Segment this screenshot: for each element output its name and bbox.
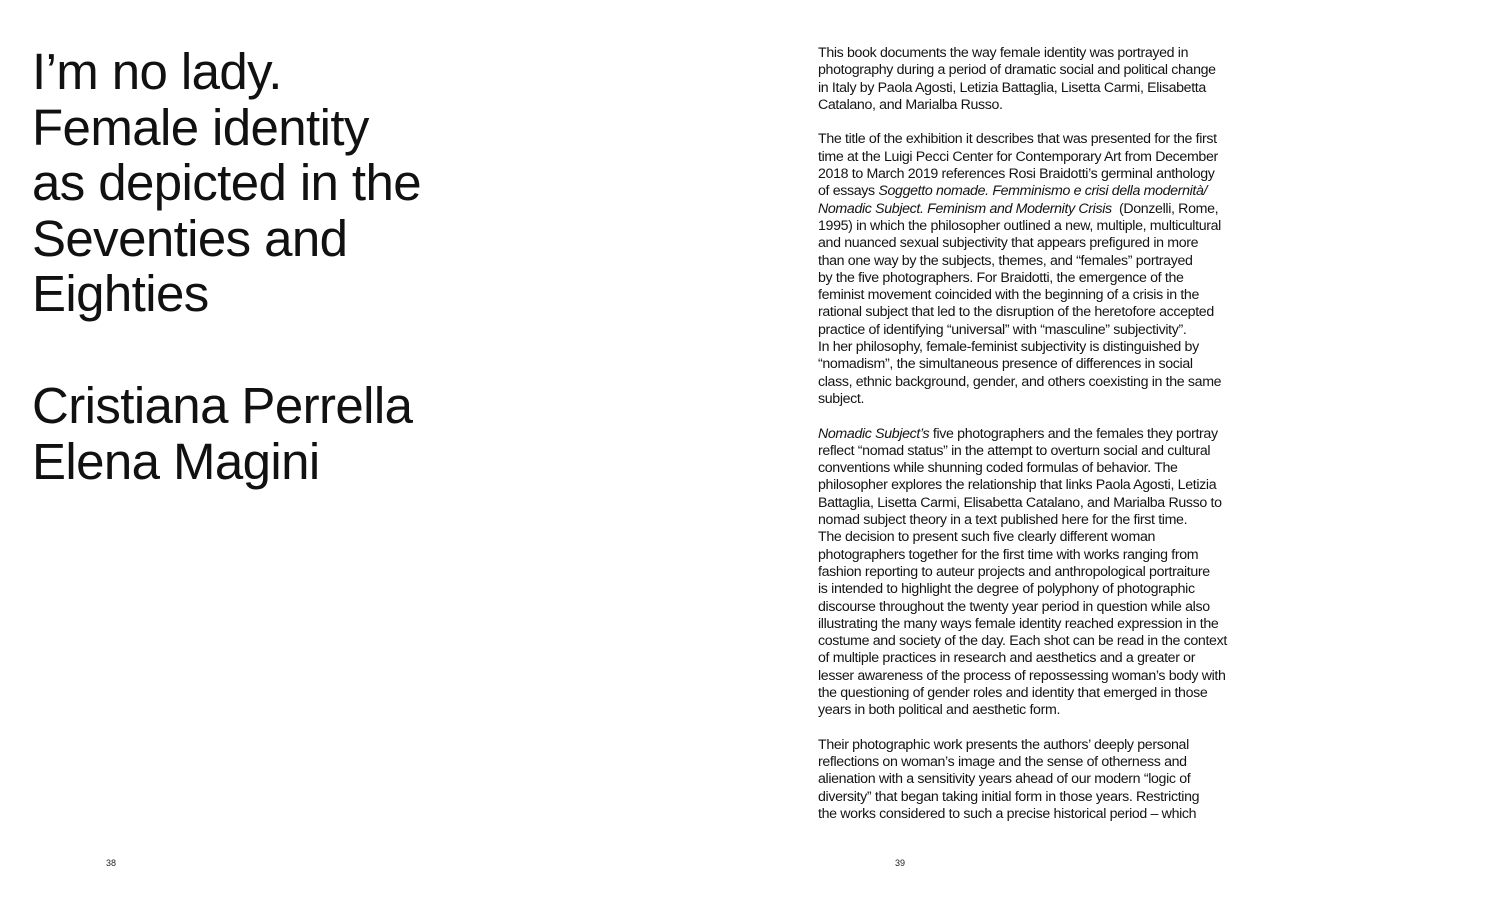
author-name: Cristiana Perrella	[32, 377, 413, 434]
title-line: Female identity	[32, 98, 369, 156]
italic-book-title: Nomadic Subject’s	[818, 425, 930, 442]
text-line: The decision to present such five clearly different woman	[818, 529, 1156, 546]
text-line: practice of identifying “universal” with “masculine” subjectivity”.	[818, 321, 1187, 338]
text-line: costume and society of the day. Each shot can be read in the context	[818, 633, 1227, 650]
text-line: Battaglia, Lisetta Carmi, Elisabetta Catalano, and Marialba Russo to	[818, 494, 1222, 511]
italic-book-title: Nomadic Subject. Feminism and Modernity Crisis	[818, 200, 1112, 217]
text-line: This book documents the way female identity was portrayed in	[818, 45, 1189, 61]
text-line: conventions while shunning coded formulas of behavior. The	[818, 460, 1178, 477]
text-line: illustrating the many ways female identity reached expression in the	[818, 615, 1219, 632]
paragraph-3	[818, 426, 1268, 720]
text-line: years in both political and aesthetic form.	[818, 702, 1061, 719]
text-line	[818, 201, 1268, 218]
left-page	[0, 0, 755, 912]
paragraph-1	[818, 45, 1268, 114]
text-line: subject.	[818, 390, 865, 407]
text-line: class, ethnic background, gender, and others coexisting in the same	[818, 373, 1222, 390]
paragraph-2	[818, 131, 1268, 408]
text-line: of multiple practices in research and aesthetics and a greater or	[818, 650, 1196, 667]
page-number-left: 38	[106, 858, 117, 868]
text-line: by the five photographers. For Braidotti, the emergence of the	[818, 269, 1184, 286]
text-line: diversity” that began taking initial form in those years. Restricting	[818, 788, 1200, 805]
essay-title	[32, 44, 732, 322]
text-line: lesser awareness of the process of repossessing woman’s body with	[818, 667, 1226, 684]
text-line: In her philosophy, female-feminist subjectivity is distinguished by	[818, 339, 1199, 356]
text-line: discourse throughout the twenty year period in question while also	[818, 598, 1210, 615]
text-line: The title of the exhibition it describes that was presented for the first	[818, 131, 1217, 148]
text-line: photography during a period of dramatic social and political change	[818, 62, 1216, 79]
text-line: the questioning of gender roles and identity that emerged in those	[818, 684, 1208, 701]
text-line: “nomadism”, the simultaneous presence of differences in social	[818, 356, 1193, 373]
text-segment: five photographers and the females they portray	[929, 425, 1218, 442]
text-line: 2018 to March 2019 references Rosi Braidotti’s germinal anthology	[818, 166, 1215, 183]
text-line: philosopher explores the relationship that links Paola Agosti, Letizia	[818, 477, 1217, 494]
author-names	[32, 378, 732, 489]
title-line: Seventies and	[32, 209, 348, 267]
text-line: time at the Luigi Pecci Center for Contemporary Art from December	[818, 148, 1218, 165]
text-line: 1995) in which the philosopher outlined a new, multiple, multicultural	[818, 217, 1221, 234]
title-line: Eighties	[32, 265, 209, 322]
text-line	[818, 183, 1268, 200]
text-line: reflections on woman’s image and the sense of otherness and	[818, 754, 1187, 771]
title-line: as depicted in the	[32, 154, 421, 211]
text-line: reflect “nomad status” in the attempt to overturn social and cultural	[818, 442, 1211, 459]
text-line: is intended to highlight the degree of polyphony of photographic	[818, 581, 1195, 598]
text-line: fashion reporting to auteur projects and anthropological portraiture	[818, 563, 1210, 580]
italic-book-title: Soggetto nomade. Femminismo e crisi della modernità/	[878, 183, 1208, 200]
text-line: the works considered to such a precise historical period – which	[818, 806, 1197, 823]
text-line: alienation with a sensitivity years ahead of our modern “logic of	[818, 771, 1191, 788]
text-segment: (Donzelli, Rome,	[1111, 200, 1219, 217]
page-number-right: 39	[895, 858, 906, 868]
right-page	[755, 0, 1511, 912]
text-line	[818, 426, 1268, 443]
text-line: Their photographic work presents the authors’ deeply personal	[818, 736, 1189, 753]
text-line: and nuanced sexual subjectivity that appears prefigured in more	[818, 235, 1199, 252]
text-line: nomad subject theory in a text published here for the first time.	[818, 512, 1188, 529]
text-line: Catalano, and Marialba Russo.	[818, 96, 1003, 113]
paragraph-4	[818, 737, 1268, 823]
text-line: photographers together for the first time with works ranging from	[818, 546, 1199, 563]
text-segment: of essays	[818, 183, 879, 200]
title-line: I’m no lady.	[32, 43, 282, 100]
text-line: in Italy by Paola Agosti, Letizia Battaglia, Lisetta Carmi, Elisabetta	[818, 79, 1206, 96]
text-line: rational subject that led to the disruption of the heretofore accepted	[818, 304, 1214, 321]
text-line: than one way by the subjects, themes, and “females” portrayed	[818, 252, 1193, 269]
text-line: feminist movement coincided with the beginning of a crisis in the	[818, 287, 1200, 304]
body-text	[818, 45, 1268, 823]
author-name: Elena Magini	[32, 432, 320, 490]
